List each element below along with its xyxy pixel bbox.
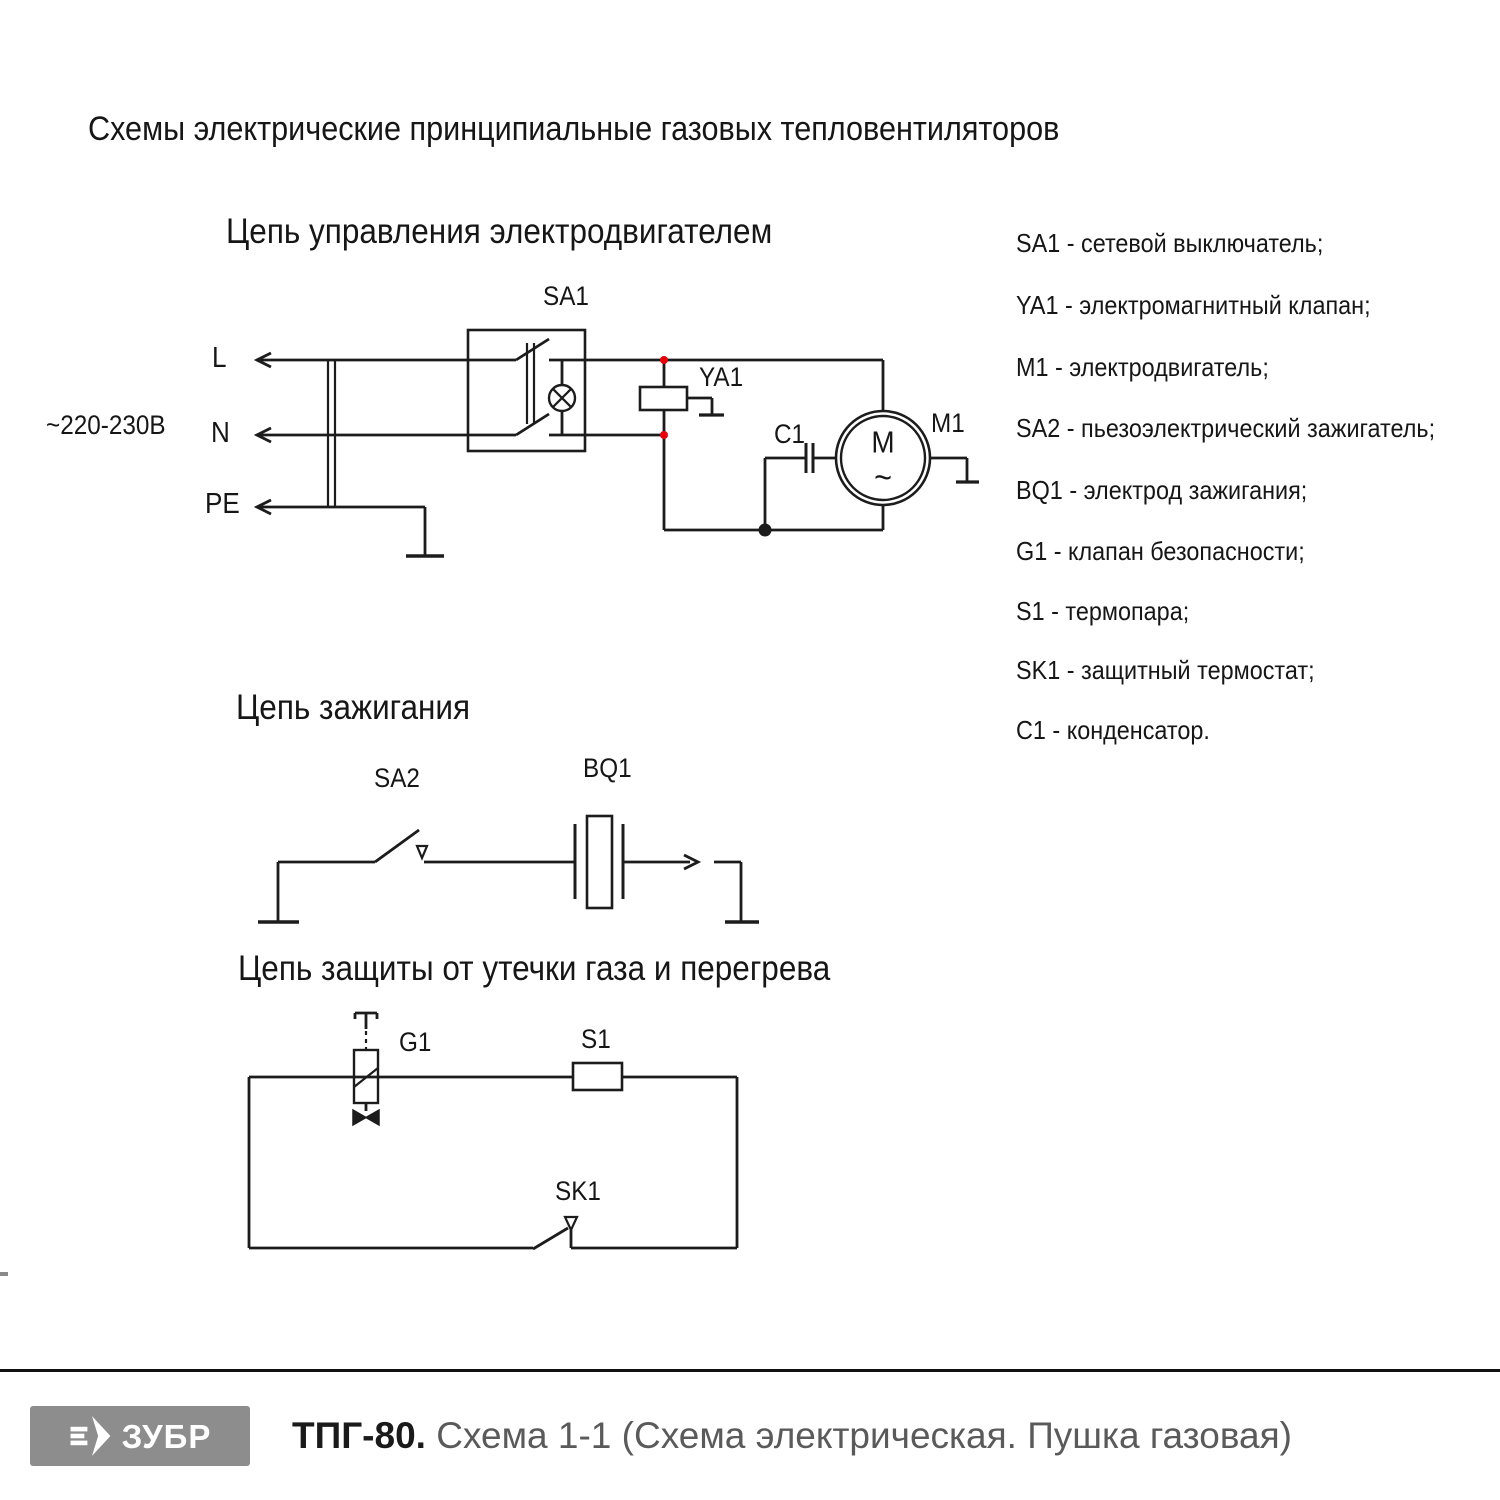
label-sk1: SK1: [555, 1176, 601, 1206]
legend-item: BQ1 - электрод зажигания;: [1016, 475, 1308, 505]
power-input-graphics: [257, 353, 516, 556]
sk1-thermostat-symbol: [249, 1217, 737, 1249]
wire-label-PE: PE: [205, 488, 240, 520]
label-voltage: ~220-230В: [46, 410, 166, 440]
bq1-piezo-symbol: [575, 816, 623, 908]
legend-item: YA1 - электромагнитный клапан;: [1016, 290, 1371, 320]
label-bq1: BQ1: [583, 753, 632, 783]
s1-thermocouple-symbol: [573, 1063, 622, 1090]
legend-item: SK1 - защитный термостат;: [1016, 655, 1315, 685]
wire-label-N: N: [211, 417, 230, 449]
label-s1: S1: [581, 1024, 611, 1054]
model-name: ТПГ-80.: [292, 1415, 426, 1456]
edge-mark: [0, 1272, 8, 1276]
label-m1: M1: [931, 408, 965, 438]
legend-item: M1 - электродвигатель;: [1016, 352, 1269, 382]
legend-item: SA2 - пьезоэлектрический зажигатель;: [1016, 413, 1436, 443]
label-c1: C1: [774, 419, 806, 449]
heading-motor-control: Цепь управления электродвигателем: [226, 212, 773, 251]
legend-item: SA1 - сетевой выключатель;: [1016, 228, 1324, 258]
heading-ignition: Цепь зажигания: [236, 688, 471, 727]
capacitor-symbol: [664, 443, 883, 530]
footer-caption: [292, 1414, 1292, 1458]
protection-circuit-graphics: [249, 1013, 737, 1249]
scheme-description: Схема 1-1 (Схема электрическая. Пушка газовая): [436, 1415, 1292, 1456]
brand-name: ЗУБР: [121, 1417, 212, 1455]
motor-ac-sign: ~: [874, 459, 892, 497]
label-g1: G1: [399, 1027, 432, 1057]
legend-item: G1 - клапан безопасности;: [1016, 536, 1305, 566]
ignition-circuit-graphics: [258, 816, 759, 922]
wire-label-L: L: [212, 342, 227, 374]
label-sa1: SA1: [543, 281, 589, 311]
legend-item: S1 - термопара;: [1016, 596, 1190, 626]
brand-logo: [30, 1406, 250, 1466]
zubr-arrow-icon: [69, 1413, 115, 1459]
label-sa2: SA2: [374, 763, 420, 793]
g1-safety-valve-symbol: [353, 1013, 379, 1125]
motor-letter: M: [871, 424, 895, 460]
legend-item: C1 - конденсатор.: [1016, 715, 1210, 745]
footer-separator: [0, 1369, 1500, 1372]
label-ya1: YA1: [699, 362, 744, 392]
motor-symbol: [836, 360, 979, 530]
sa1-switch-symbol: [468, 330, 883, 451]
lamp-icon: [549, 360, 575, 435]
heading-protection: Цепь защиты от утечки газа и перегрева: [238, 949, 831, 988]
page-title: Схемы электрические принципиальные газовых тепловентиляторов: [88, 110, 1060, 148]
